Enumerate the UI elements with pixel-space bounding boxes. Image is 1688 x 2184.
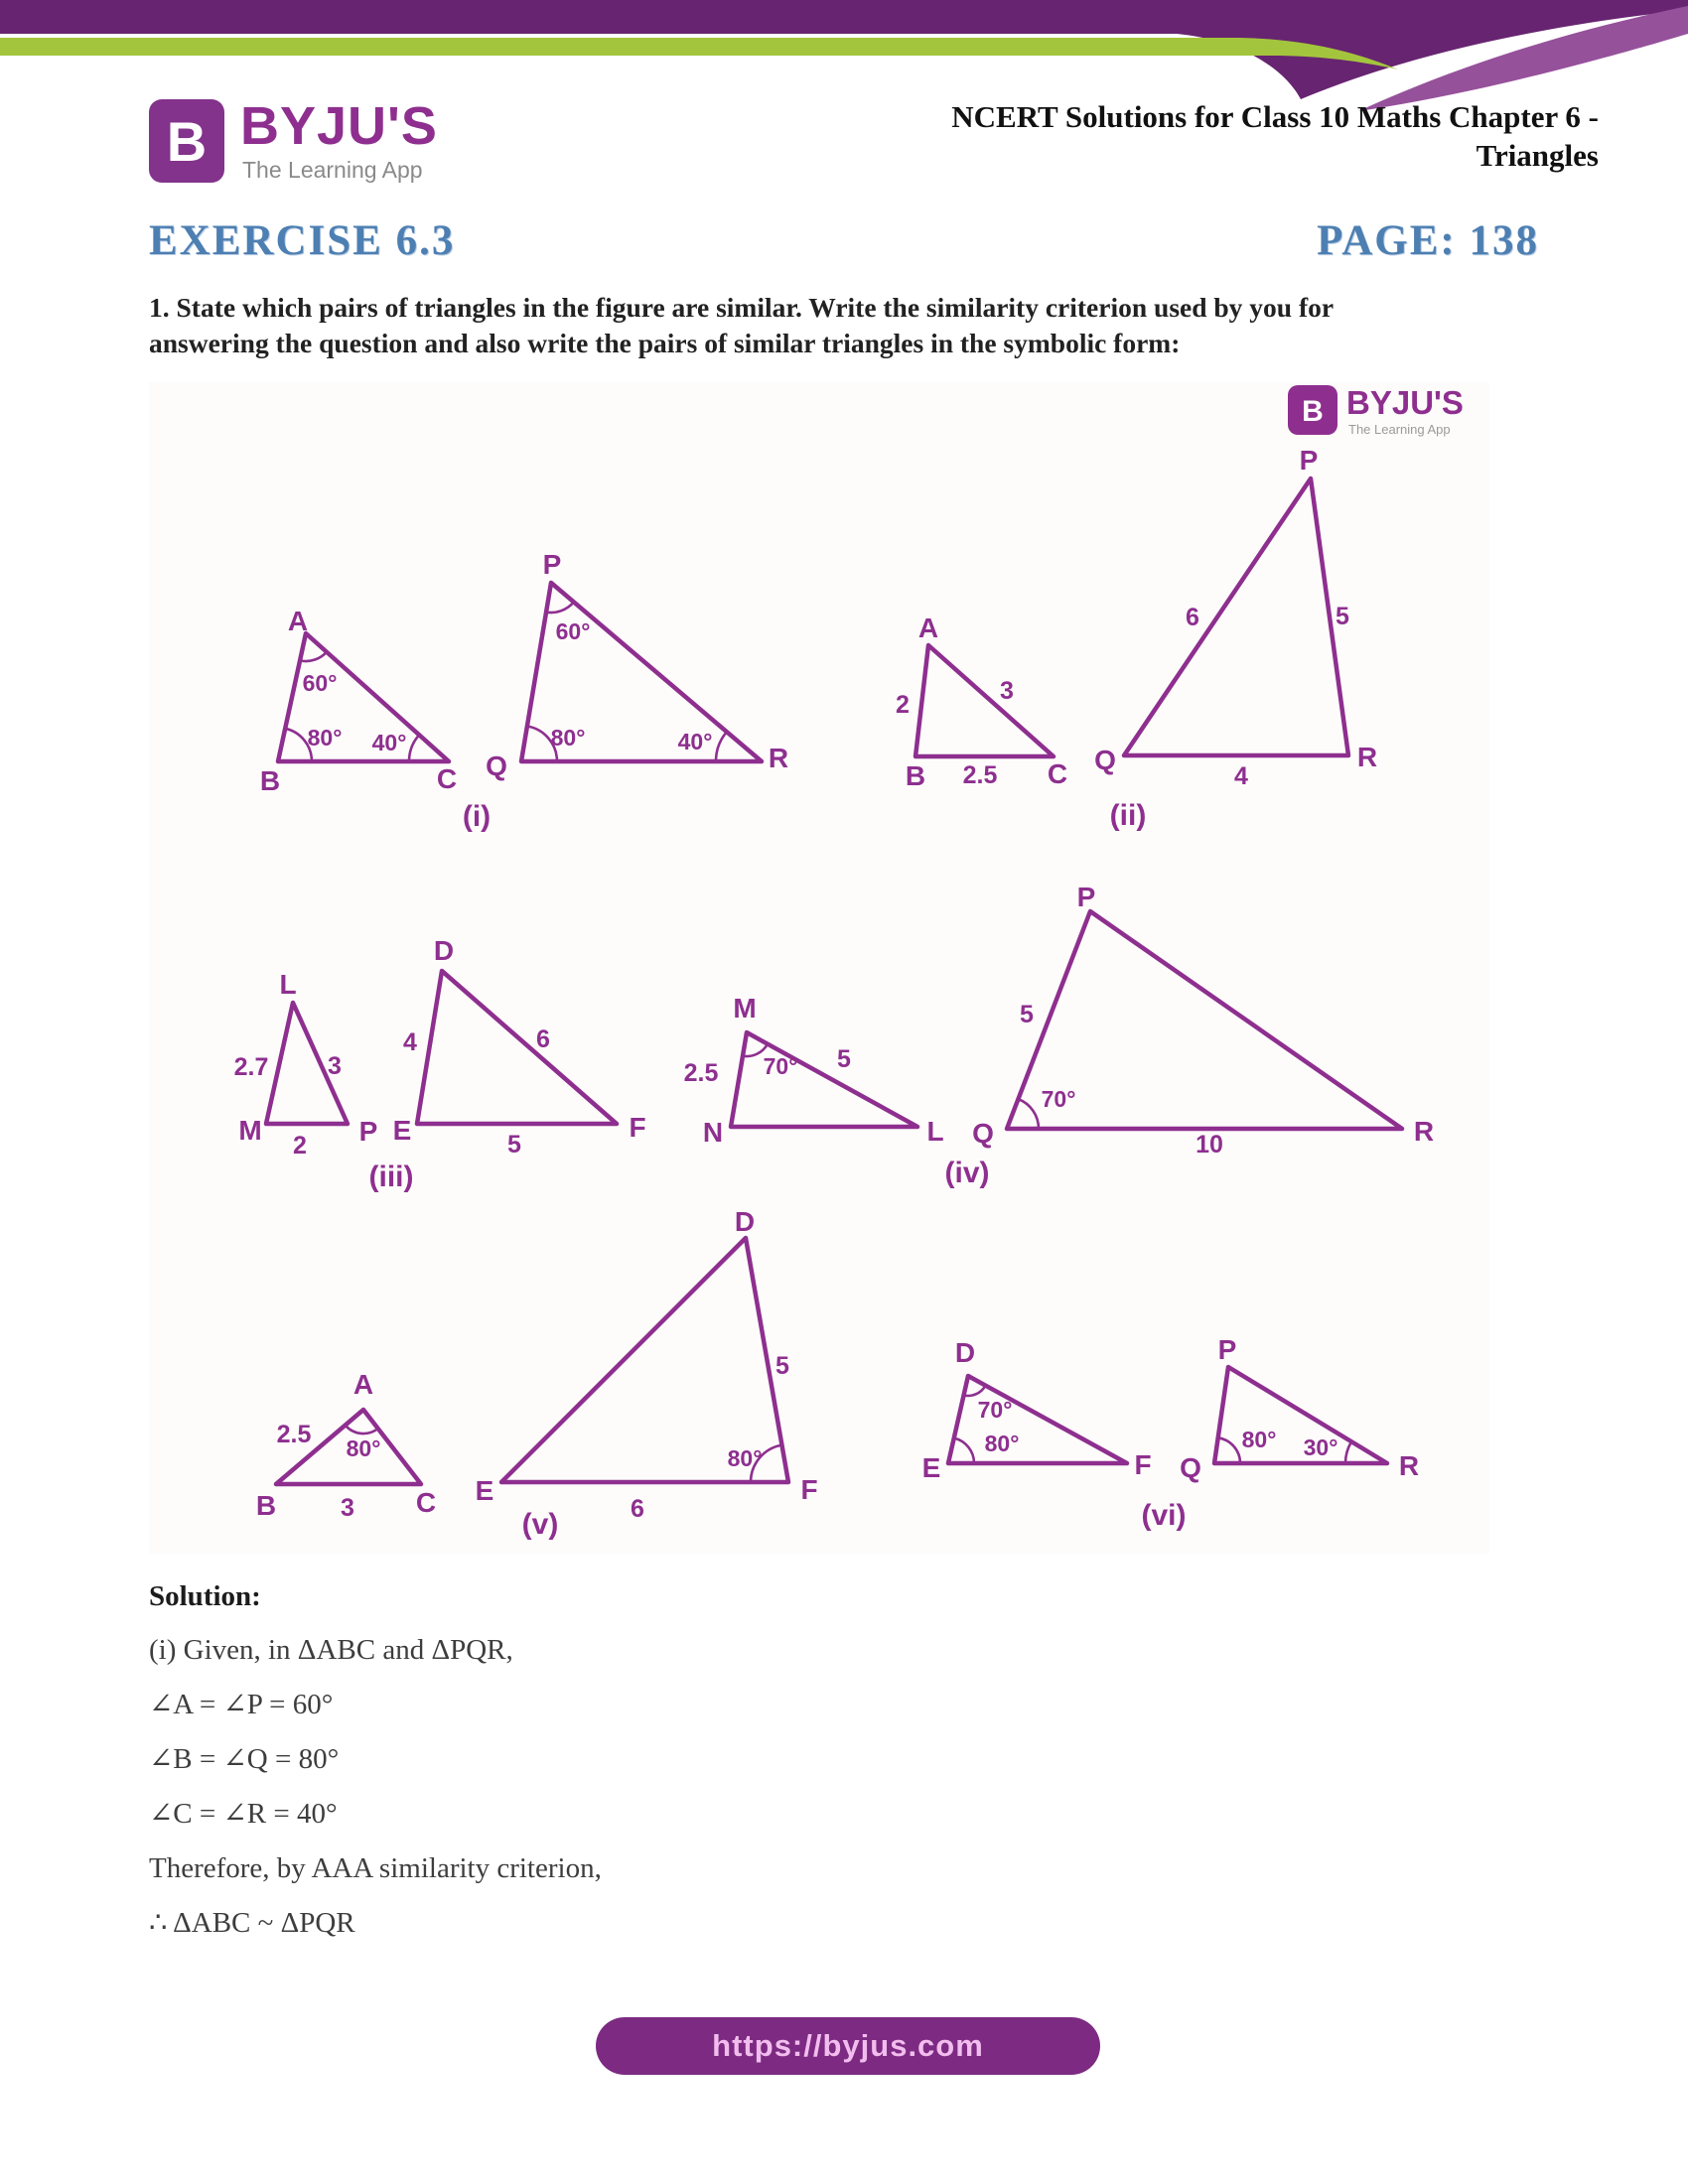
- vertex-label: F: [800, 1474, 818, 1505]
- figure-watermark-tagline: The Learning App: [1348, 422, 1451, 437]
- vertex-label: P: [1299, 445, 1319, 476]
- side-length-label: 2: [293, 1132, 307, 1160]
- diagram-caption: (vi): [1141, 1499, 1187, 1532]
- solution-line: ∠B = ∠Q = 80°: [149, 1743, 340, 1775]
- vertex-label: A: [352, 1369, 374, 1400]
- footer-url[interactable]: https://byjus.com: [712, 2028, 984, 2063]
- figure-watermark-brand: BYJU'S: [1346, 384, 1464, 421]
- vertex-label: C: [415, 1487, 437, 1518]
- vertex-label: E: [475, 1475, 494, 1506]
- vertex-label: D: [954, 1337, 976, 1368]
- diagram-v: [256, 1206, 818, 1541]
- question-line2: answering the question and also write the pairs of similar triangles in the symbolic form:: [149, 328, 1181, 358]
- diagram-iv: [684, 882, 1435, 1189]
- angle-label: 40°: [371, 730, 407, 755]
- vertex-label: P: [542, 549, 562, 580]
- diagram-ii: [896, 445, 1377, 832]
- footer-url-pill[interactable]: [596, 2017, 1100, 2075]
- triangle-outline: [1214, 1367, 1387, 1463]
- angle-label: 80°: [307, 725, 343, 751]
- side-length-label: 5: [1020, 1001, 1034, 1028]
- vertex-label: F: [629, 1112, 646, 1143]
- side-length-label: 2: [896, 691, 910, 719]
- angle-label: 60°: [302, 670, 338, 696]
- side-length-label: 5: [775, 1352, 789, 1380]
- vertex-label: Q: [486, 751, 507, 781]
- vertex-label: F: [1134, 1449, 1152, 1480]
- figure-watermark-b-glyph: B: [1302, 395, 1324, 428]
- vertex-label: P: [1076, 882, 1096, 912]
- diagram-caption: (i): [462, 800, 492, 833]
- vertex-label: Q: [1094, 745, 1116, 775]
- vertex-label: P: [1217, 1334, 1237, 1365]
- angle-label: 80°: [550, 725, 586, 751]
- vertex-label: D: [433, 935, 455, 966]
- question-line1: 1. State which pairs of triangles in the figure are similar. Write the similarity criterion used by you for: [149, 292, 1335, 323]
- triangle-outline: [948, 1376, 1127, 1463]
- exercise-heading: EXERCISE 6.3: [149, 217, 456, 264]
- vertex-label: B: [259, 765, 281, 796]
- solution-line: (i) Given, in ΔABC and ΔPQR,: [149, 1634, 513, 1666]
- wave-green: [0, 38, 1398, 69]
- vertex-label: D: [734, 1206, 756, 1237]
- byjus-logo-b-glyph: B: [166, 109, 208, 173]
- vertex-label: E: [392, 1115, 412, 1146]
- side-length-label: 6: [631, 1495, 644, 1523]
- page-title: [814, 97, 1599, 175]
- side-length-label: 3: [1000, 677, 1014, 705]
- diagram-vi: [922, 1334, 1419, 1532]
- diagram-iii: [234, 935, 646, 1193]
- solution-line: ∴ ΔABC ~ ΔPQR: [149, 1907, 355, 1939]
- vertex-label: A: [287, 606, 309, 636]
- side-length-label: 2.5: [276, 1421, 312, 1448]
- solution-lines: [149, 1632, 1340, 1941]
- vertex-label: B: [905, 760, 926, 791]
- triangle-outline: [1124, 478, 1348, 755]
- side-length-label: 3: [328, 1052, 342, 1080]
- angle-label: 60°: [555, 618, 591, 644]
- page-title-line2: Triangles: [1476, 138, 1599, 173]
- side-length-label: 2.5: [962, 761, 998, 789]
- angle-label: 80°: [727, 1445, 763, 1471]
- side-length-label: 4: [403, 1028, 417, 1056]
- side-length-label: 4: [1234, 762, 1248, 790]
- side-length-label: 2.7: [233, 1053, 269, 1081]
- angle-arc: [300, 652, 327, 661]
- side-length-label: 6: [1186, 604, 1199, 631]
- angle-label: 70°: [1041, 1086, 1076, 1112]
- angle-arc: [346, 1426, 378, 1433]
- solution-line: ∠A = ∠P = 60°: [149, 1689, 334, 1720]
- angle-arc: [409, 735, 419, 761]
- angle-arc: [546, 602, 574, 613]
- vertex-label: C: [1047, 758, 1068, 789]
- figure-watermark: [1288, 384, 1464, 437]
- side-length-label: 2.5: [683, 1059, 719, 1087]
- triangles-figure: [149, 382, 1489, 1554]
- triangle-outline: [417, 971, 617, 1124]
- page-title-line1: NCERT Solutions for Class 10 Maths Chapter 6 -: [951, 99, 1599, 134]
- solution-line: ∠C = ∠R = 40°: [149, 1798, 338, 1830]
- vertex-label: R: [768, 743, 789, 773]
- triangle-outline: [278, 633, 449, 761]
- triangle-outline: [915, 645, 1054, 756]
- angle-arc: [716, 732, 727, 761]
- triangles-figure-svg: [149, 382, 1489, 1554]
- angle-arc: [954, 1438, 974, 1463]
- vertex-label: L: [926, 1116, 944, 1147]
- vertex-label: A: [917, 613, 939, 643]
- solution-section: [149, 1580, 1340, 1941]
- page-number-heading: PAGE: 138: [1317, 217, 1539, 264]
- diagram-caption: (iii): [368, 1160, 414, 1193]
- angle-arc: [1345, 1441, 1351, 1463]
- byjus-logo: [149, 95, 596, 195]
- angle-arc: [1019, 1099, 1040, 1129]
- diagram-i: [260, 549, 788, 833]
- vertex-label: M: [238, 1115, 262, 1146]
- angle-label: 80°: [1241, 1427, 1277, 1452]
- vertex-label: E: [921, 1452, 941, 1483]
- solution-heading: Solution:: [149, 1580, 261, 1612]
- vertex-label: R: [1356, 742, 1378, 772]
- question-text: [149, 290, 1450, 361]
- angle-label: 80°: [984, 1431, 1020, 1456]
- byjus-logo-wordmark: BYJU'S: [240, 96, 438, 156]
- solution-line: Therefore, by AAA similarity criterion,: [149, 1852, 602, 1884]
- vertex-label: C: [436, 763, 458, 794]
- angle-label: 30°: [1303, 1434, 1338, 1460]
- side-length-label: 6: [536, 1025, 550, 1053]
- angle-label: 80°: [346, 1435, 381, 1461]
- angle-label: 40°: [677, 729, 713, 754]
- vertex-label: N: [702, 1117, 724, 1148]
- vertex-label: M: [733, 993, 757, 1024]
- vertex-label: R: [1413, 1116, 1435, 1147]
- diagram-caption: (ii): [1109, 799, 1147, 832]
- byjus-logo-tagline: The Learning App: [242, 157, 423, 183]
- vertex-label: Q: [1180, 1452, 1201, 1483]
- angle-arc: [1218, 1437, 1240, 1463]
- vertex-label: R: [1398, 1450, 1420, 1481]
- side-length-label: 5: [1336, 603, 1349, 630]
- vertex-label: Q: [972, 1118, 994, 1149]
- vertex-label: P: [358, 1116, 378, 1147]
- diagram-caption: (iv): [944, 1157, 990, 1189]
- vertex-label: B: [255, 1490, 277, 1521]
- byjus-logo-icon: [149, 99, 224, 183]
- side-length-label: 3: [341, 1494, 354, 1522]
- triangle-outline: [731, 1032, 917, 1127]
- angle-label: 70°: [763, 1053, 798, 1079]
- angle-label: 70°: [977, 1397, 1013, 1423]
- side-length-label: 10: [1196, 1131, 1223, 1159]
- side-length-label: 5: [507, 1131, 521, 1159]
- side-length-label: 5: [837, 1045, 851, 1073]
- diagram-caption: (v): [521, 1508, 559, 1541]
- vertex-label: L: [279, 969, 297, 1000]
